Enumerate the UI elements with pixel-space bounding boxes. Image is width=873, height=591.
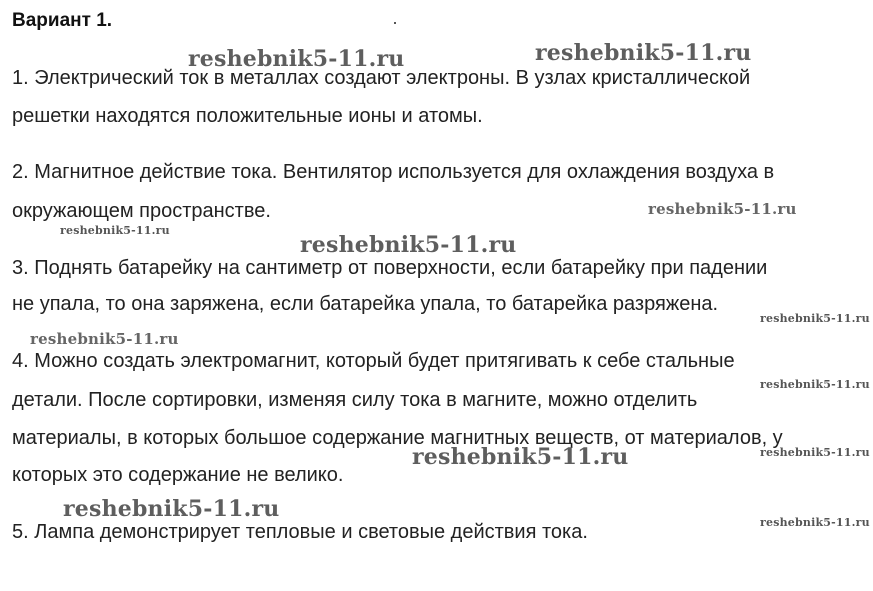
answer-4-line-1: 4. Можно создать электромагнит, который будет притягивать к себе стальные <box>12 350 735 372</box>
watermark: reshebnik5-11.ru <box>412 444 629 470</box>
answer-5-line-1: 5. Лампа демонстрирует тепловые и световые действия тока. <box>12 521 588 543</box>
watermark: reshebnik5-11.ru <box>60 224 170 237</box>
answer-1-line-1: 1. Электрический ток в металлах создают электроны. В узлах кристаллической <box>12 67 751 89</box>
watermark: reshebnik5-11.ru <box>535 40 752 66</box>
watermark: reshebnik5-11.ru <box>188 46 405 72</box>
answer-3-line-2: не упала, то она заряжена, если батарейка упала, то батарейка разряжена. <box>12 293 719 315</box>
watermark: reshebnik5-11.ru <box>760 516 870 529</box>
watermark: reshebnik5-11.ru <box>760 378 870 391</box>
watermark: reshebnik5-11.ru <box>30 330 179 348</box>
watermark: reshebnik5-11.ru <box>300 232 517 258</box>
answer-2-line-1: 2. Магнитное действие тока. Вентилятор используется для охлаждения воздуха в <box>12 161 775 183</box>
variant-title: Вариант 1. <box>12 10 113 31</box>
answer-1-line-2: решетки находятся положительные ионы и атомы. <box>12 105 483 127</box>
speck-dot <box>394 22 396 24</box>
answer-2-line-2: окружающем пространстве. <box>12 200 271 222</box>
answer-3-line-1: 3. Поднять батарейку на сантиметр от поверхности, если батарейку при падении <box>12 257 768 279</box>
watermark: reshebnik5-11.ru <box>648 200 797 218</box>
answer-4-line-2: детали. После сортировки, изменяя силу тока в магните, можно отделить <box>12 389 698 411</box>
answer-4-line-3: материалы, в которых большое содержание магнитных веществ, от материалов, у <box>12 427 783 449</box>
watermark: reshebnik5-11.ru <box>760 446 870 459</box>
watermark: reshebnik5-11.ru <box>760 312 870 325</box>
watermark: reshebnik5-11.ru <box>63 496 280 522</box>
answer-4-line-4: которых это содержание не велико. <box>12 464 344 486</box>
